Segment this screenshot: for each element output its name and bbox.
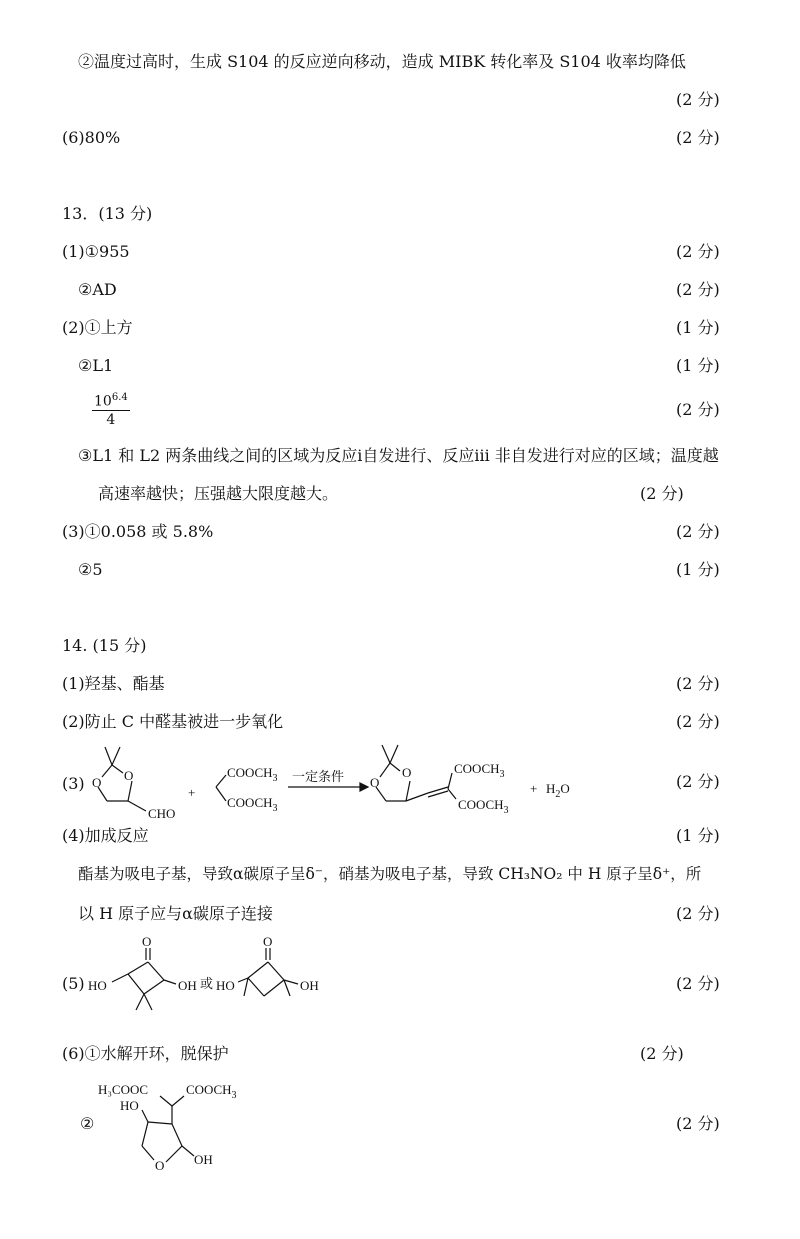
plus-sign-2: + [530, 781, 538, 796]
q14-item-2-score: (2 分) [676, 712, 720, 731]
q14-reaction-scheme [80, 735, 600, 825]
product-alkylidene-malonate [370, 745, 509, 816]
ring-o-1: O [124, 768, 134, 783]
water-label: $H_2O$ [546, 781, 570, 800]
frac-base: 10 [94, 393, 112, 410]
cooch3-label: $COOCH_3$ [186, 1082, 237, 1101]
q14-item-3-label: (3) [62, 774, 85, 793]
q13-item-3-1-score: (2 分) [676, 522, 720, 541]
q14-item-5-structures [88, 934, 348, 1023]
ho-label-2: HO [216, 978, 235, 993]
q14-item-4: (4)加成反应 [62, 826, 149, 845]
fraction-numerator [92, 390, 130, 411]
q13-heading: 13．(13 分) [62, 204, 153, 223]
q13-item-2-3-line1: ③L1 和 L2 两条曲线之间的区域为反应ⅰ自发进行、反应ⅲ 非自发进行对应的区域；温度越 [78, 446, 719, 465]
q14-item-6-2-label: ② [80, 1114, 95, 1133]
reaction-arrow [288, 769, 368, 791]
product-ring-o-1: O [402, 765, 412, 780]
oh-label-2: OH [300, 978, 319, 993]
q13-fraction [92, 390, 130, 429]
q13-fraction-score: (2 分) [676, 400, 720, 419]
q12-item6-score: (2 分) [676, 128, 720, 147]
frac-exponent: 6.4 [111, 392, 128, 403]
q13-item-2-1: (2)①上方 [62, 318, 133, 337]
q13-item-2-2-score: (1 分) [676, 356, 720, 375]
q12-item6-text: (6)80% [62, 128, 121, 147]
product-ester-2: $COOCH_3$ [458, 797, 509, 816]
q14-item-1-score: (2 分) [676, 674, 720, 693]
q13-item-1-2: ②AD [78, 280, 117, 299]
q12-item5-2-score: (2 分) [676, 90, 720, 109]
q14-item-6-2-structure [98, 1074, 268, 1174]
q14-item-3-score: (2 分) [676, 772, 720, 791]
q14-heading: 14. (15 分) [62, 636, 147, 655]
q14-item-5-label: (5) [62, 974, 85, 993]
oh-label-6: OH [194, 1152, 213, 1167]
ring-o-6: O [155, 1158, 165, 1173]
q14-item-6-1-score: (2 分) [640, 1044, 684, 1063]
q14-item-6-2-score: (2 分) [676, 1114, 720, 1133]
reactant-dimethyl-malonate [216, 765, 278, 814]
or-text: 或 [200, 976, 214, 991]
q12-item5-2-text: ②温度过高时，生成 S104 的反应逆向移动，造成 MIBK 转化率及 S104 收率均降低 [78, 52, 686, 71]
cyclobutanone-2 [216, 934, 319, 996]
q13-item-3-2-score: (1 分) [676, 560, 720, 579]
q13-item-2-2: ②L1 [78, 356, 114, 375]
fraction-denominator: 4 [106, 411, 116, 428]
q13-item-3-1: (3)①0.058 或 5.8% [62, 522, 214, 541]
ring-o-2: O [92, 775, 102, 790]
q14-item-4-explanation-line1: 酯基为吸电子基，导致α碳原子呈δ⁻，硝基为吸电子基，导致 CH₃NO₂ 中 H 原子呈δ⁺，所 [78, 865, 702, 883]
oh-label-1: OH [178, 978, 197, 993]
q14-item-4-explanation-score: (2 分) [676, 904, 720, 923]
cyclobutanone-1 [88, 934, 197, 1010]
malonate-ester-1: $COOCH_3$ [227, 765, 278, 784]
q14-item-4-score: (1 分) [676, 826, 720, 845]
q14-item-6-1: (6)①水解开环，脱保护 [62, 1044, 229, 1063]
ho-label-1: HO [88, 978, 107, 993]
plus-sign-1: + [188, 785, 196, 800]
malonate-ester-2: $COOCH_3$ [227, 795, 278, 814]
product-ring-o-2: O [370, 775, 380, 790]
q13-item-1-1-score: (2 分) [676, 242, 720, 261]
q13-item-1-1: (1)①955 [62, 242, 130, 261]
q13-item-2-1-score: (1 分) [676, 318, 720, 337]
q14-item-5-score: (2 分) [676, 974, 720, 993]
q13-item-1-2-score: (2 分) [676, 280, 720, 299]
ketone-o-2: O [263, 934, 273, 949]
cho-label: CHO [148, 806, 176, 821]
product-ester-1: $COOCH_3$ [454, 761, 505, 780]
reactant-dioxolane-aldehyde [92, 747, 175, 821]
h3cooc-label: H₃COOC [98, 1082, 149, 1097]
q14-item-1: (1)羟基、酯基 [62, 674, 165, 693]
q14-item-4-explanation-line2: 以 H 原子应与α碳原子连接 [78, 904, 273, 923]
q13-item-3-2: ②5 [78, 560, 103, 579]
ho-label-6: HO [120, 1098, 139, 1113]
q13-item-2-3-score: (2 分) [640, 484, 684, 503]
q14-item-2: (2)防止 C 中醛基被进一步氧化 [62, 712, 284, 731]
q13-item-2-3-line2: 高速率越快；压强越大限度越大。 [98, 484, 339, 503]
ketone-o-1: O [142, 934, 152, 949]
arrow-condition: 一定条件 [292, 769, 345, 784]
